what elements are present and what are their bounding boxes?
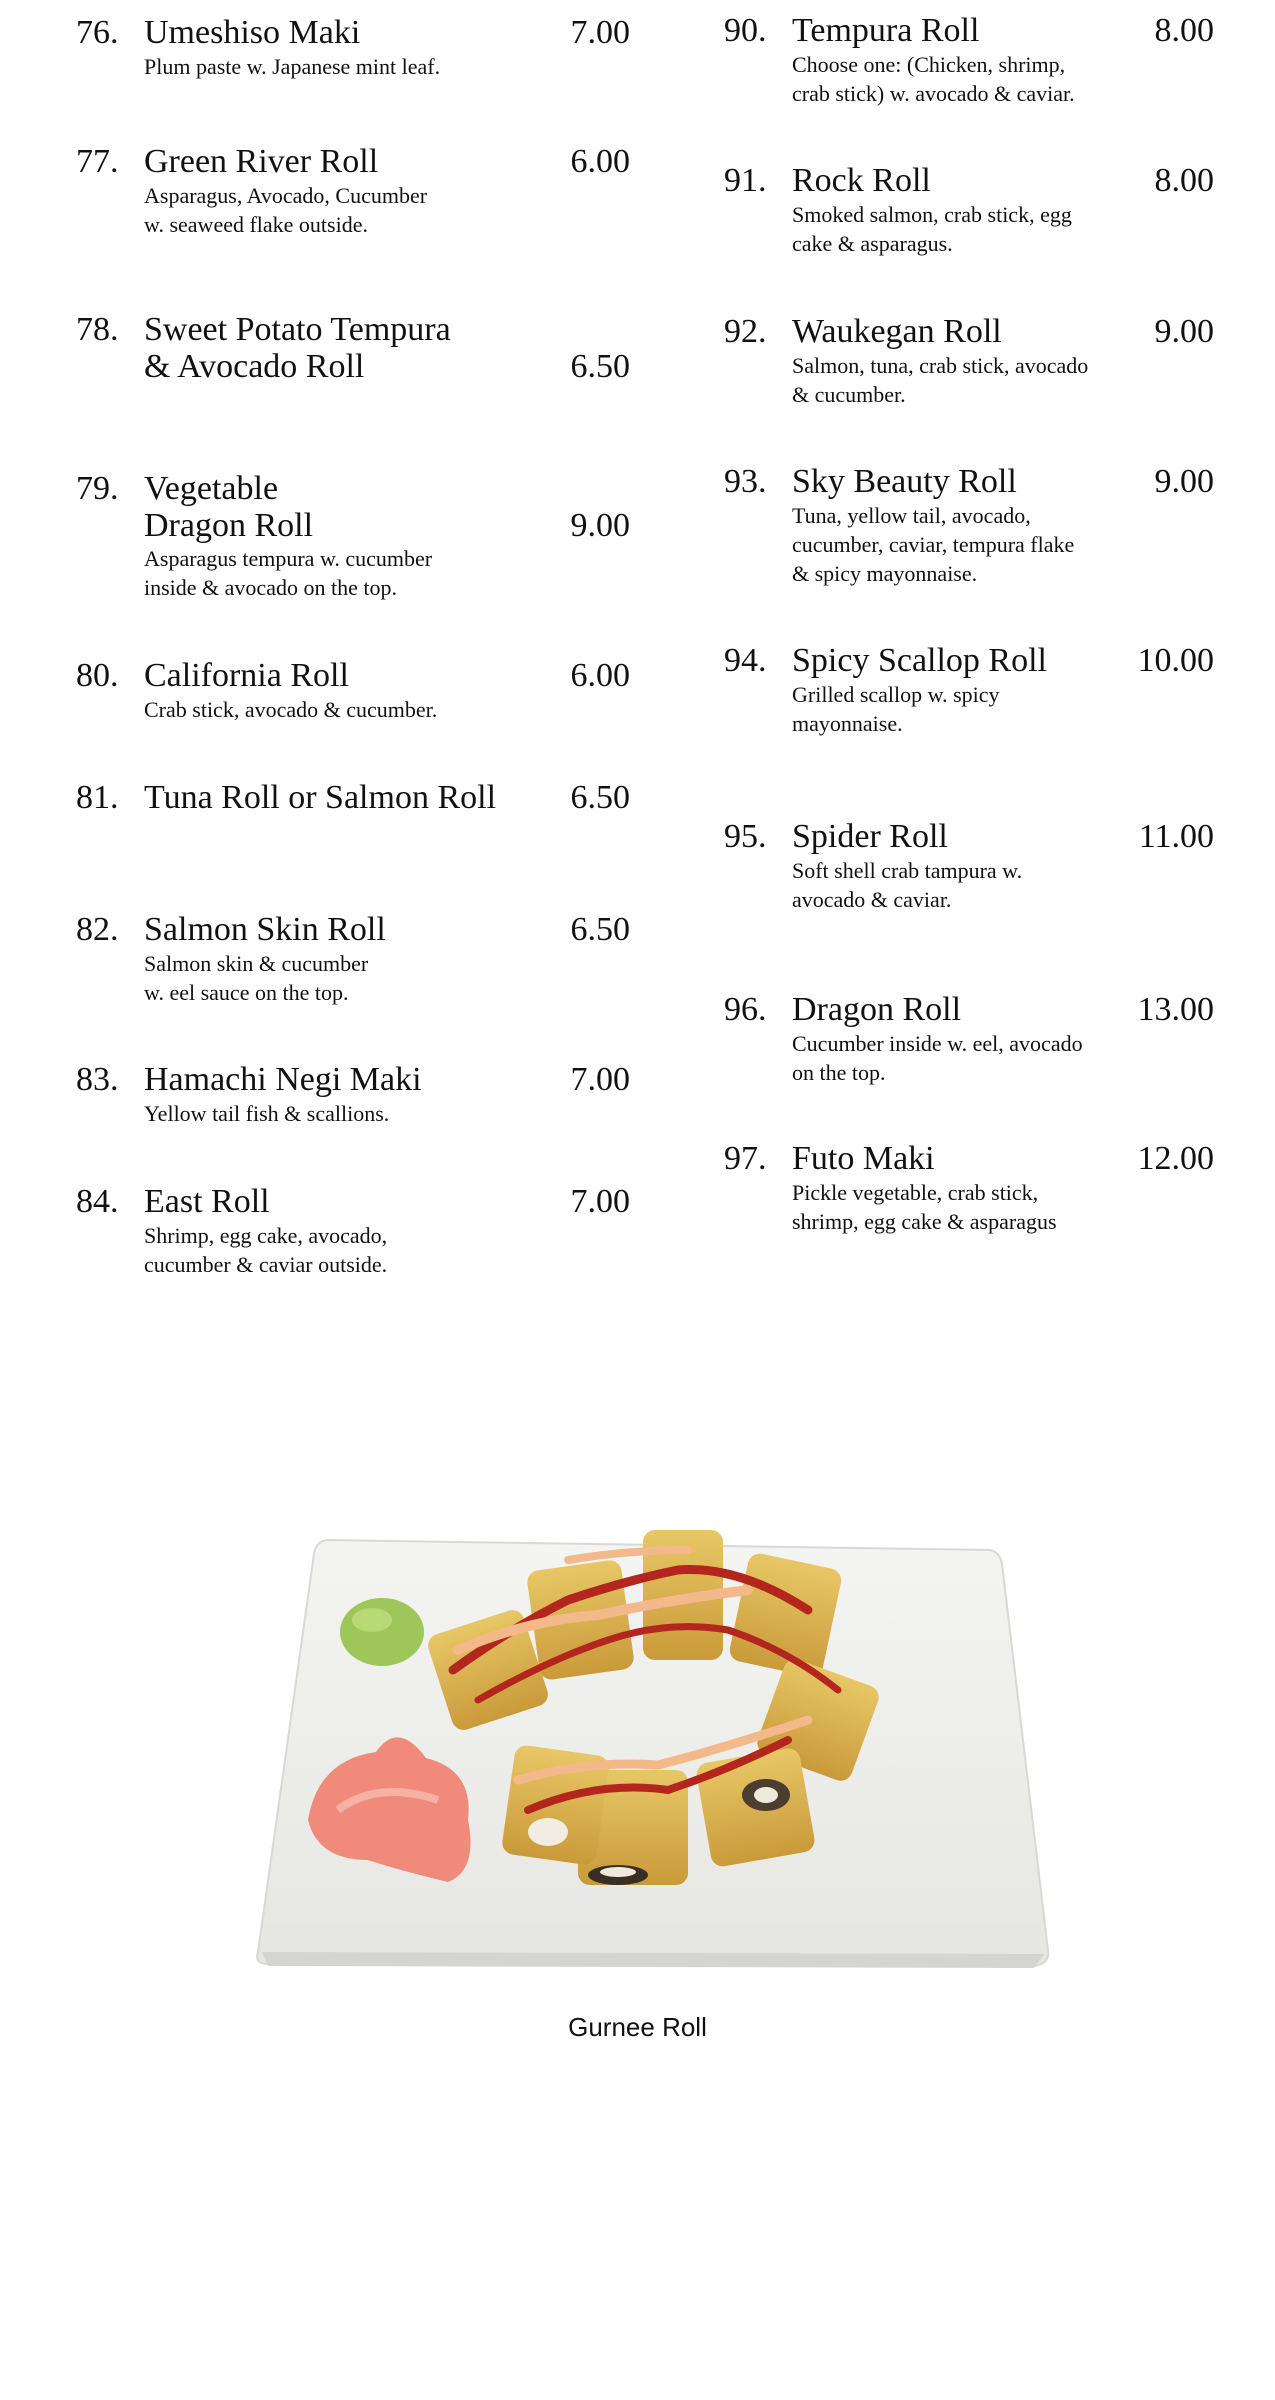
menu-item-95 xyxy=(724,818,1214,918)
item-description: & spicy mayonnaise. xyxy=(792,561,978,586)
menu-item-84 xyxy=(76,1183,630,1283)
item-number: 79. xyxy=(76,470,119,507)
item-description: & cucumber. xyxy=(792,382,906,407)
item-description: inside & avocado on the top. xyxy=(144,575,397,600)
item-name: Sweet Potato Tempura xyxy=(144,311,451,348)
item-description: Crab stick, avocado & cucumber. xyxy=(144,697,438,722)
item-number: 83. xyxy=(76,1061,119,1098)
item-price: 6.00 xyxy=(570,657,630,694)
item-description: cucumber & caviar outside. xyxy=(144,1252,388,1277)
item-description: shrimp, egg cake & asparagus xyxy=(792,1209,1057,1234)
photo-caption: Gurnee Roll xyxy=(568,2012,707,2042)
wasabi xyxy=(340,1598,424,1666)
item-name: Salmon Skin Roll xyxy=(144,911,386,948)
item-price: 7.00 xyxy=(570,14,630,51)
item-price: 9.00 xyxy=(1154,313,1214,350)
item-name: Hamachi Negi Maki xyxy=(144,1061,422,1098)
item-name: California Roll xyxy=(144,657,349,694)
item-price: 8.00 xyxy=(1154,162,1214,199)
menu-item-96 xyxy=(724,991,1214,1091)
item-price: 6.50 xyxy=(570,911,630,948)
item-number: 90. xyxy=(724,12,767,49)
item-name: Umeshiso Maki xyxy=(144,14,361,51)
item-price: 6.50 xyxy=(570,348,630,385)
item-name: Tuna Roll or Salmon Roll xyxy=(144,779,497,816)
item-description: Asparagus, Avocado, Cucumber xyxy=(144,183,428,208)
item-description: Choose one: (Chicken, shrimp, xyxy=(792,52,1066,77)
item-number: 92. xyxy=(724,313,767,350)
item-price: 7.00 xyxy=(570,1061,630,1098)
item-number: 97. xyxy=(724,1140,767,1177)
item-name: Rock Roll xyxy=(792,162,931,199)
item-name: Tempura Roll xyxy=(792,12,980,49)
item-price: 9.00 xyxy=(1154,463,1214,500)
item-name: & Avocado Roll xyxy=(144,348,365,385)
menu-item-94 xyxy=(724,642,1214,742)
item-name: Spicy Scallop Roll xyxy=(792,642,1047,679)
item-description: cake & asparagus. xyxy=(792,231,953,256)
item-name: Vegetable xyxy=(144,470,279,507)
item-price: 10.00 xyxy=(1137,642,1214,679)
item-name: Dragon Roll xyxy=(792,991,962,1028)
item-price: 9.00 xyxy=(570,507,630,544)
item-price: 6.00 xyxy=(570,143,630,180)
menu-item-80 xyxy=(76,657,630,727)
menu-item-92 xyxy=(724,313,1214,413)
item-description: cucumber, caviar, tempura flake xyxy=(792,532,1075,557)
item-price: 6.50 xyxy=(570,779,630,816)
item-number: 81. xyxy=(76,779,119,816)
item-description: Soft shell crab tampura w. xyxy=(792,858,1023,883)
item-description: Grilled scallop w. spicy xyxy=(792,682,1000,707)
menu-item-82 xyxy=(76,911,630,1011)
item-number: 93. xyxy=(724,463,767,500)
menu-item-97 xyxy=(724,1140,1214,1240)
item-description: Plum paste w. Japanese mint leaf. xyxy=(144,54,441,79)
item-number: 95. xyxy=(724,818,767,855)
item-description: Smoked salmon, crab stick, egg xyxy=(792,202,1072,227)
gurnee-roll-photo xyxy=(248,1520,1058,1980)
menu-item-78 xyxy=(76,311,630,391)
item-number: 76. xyxy=(76,14,119,51)
item-description: Salmon skin & cucumber xyxy=(144,951,369,976)
item-number: 91. xyxy=(724,162,767,199)
item-number: 80. xyxy=(76,657,119,694)
item-name: Dragon Roll xyxy=(144,507,314,544)
item-name: Spider Roll xyxy=(792,818,948,855)
item-description: Tuna, yellow tail, avocado, xyxy=(792,503,1031,528)
item-number: 78. xyxy=(76,311,119,348)
item-price: 7.00 xyxy=(570,1183,630,1220)
menu-item-76 xyxy=(76,14,630,84)
item-description: Shrimp, egg cake, avocado, xyxy=(144,1223,388,1248)
item-description: w. seaweed flake outside. xyxy=(144,212,368,237)
item-number: 84. xyxy=(76,1183,119,1220)
item-description: avocado & caviar. xyxy=(792,887,952,912)
item-price: 12.00 xyxy=(1137,1140,1214,1177)
item-description: Salmon, tuna, crab stick, avocado xyxy=(792,353,1089,378)
menu-item-93 xyxy=(724,463,1214,593)
item-name: Waukegan Roll xyxy=(792,313,1002,350)
item-number: 77. xyxy=(76,143,119,180)
menu-item-83 xyxy=(76,1061,630,1131)
item-description: Asparagus tempura w. cucumber xyxy=(144,546,433,571)
item-description: mayonnaise. xyxy=(792,711,903,736)
item-description: w. eel sauce on the top. xyxy=(144,980,349,1005)
item-name: Sky Beauty Roll xyxy=(792,463,1017,500)
item-name: East Roll xyxy=(144,1183,270,1220)
item-description: on the top. xyxy=(792,1060,886,1085)
item-number: 94. xyxy=(724,642,767,679)
item-name: Futo Maki xyxy=(792,1140,935,1177)
item-price: 13.00 xyxy=(1137,991,1214,1028)
menu-item-81 xyxy=(76,779,630,819)
item-price: 8.00 xyxy=(1154,12,1214,49)
item-description: Cucumber inside w. eel, avocado xyxy=(792,1031,1083,1056)
item-number: 96. xyxy=(724,991,767,1028)
item-name: Green River Roll xyxy=(144,143,379,180)
item-price: 11.00 xyxy=(1138,818,1214,855)
menu-item-77 xyxy=(76,143,630,243)
item-description: Yellow tail fish & scallions. xyxy=(144,1101,390,1126)
item-description: crab stick) w. avocado & caviar. xyxy=(792,81,1075,106)
menu-item-91 xyxy=(724,162,1214,262)
menu-item-90 xyxy=(724,12,1214,112)
item-description: Pickle vegetable, crab stick, xyxy=(792,1180,1039,1205)
item-number: 82. xyxy=(76,911,119,948)
menu-item-79 xyxy=(76,470,630,600)
